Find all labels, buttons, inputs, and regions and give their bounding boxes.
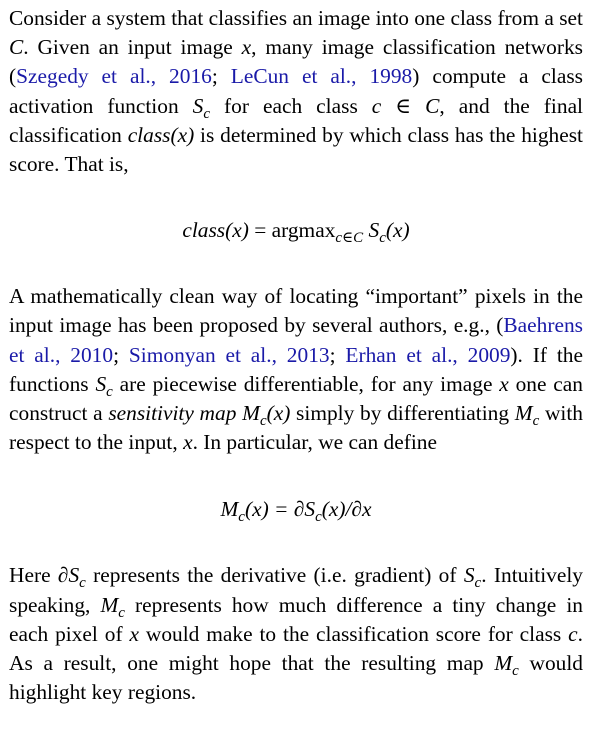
text: , many image classification networks ( xyxy=(9,35,583,89)
text: ; xyxy=(113,342,129,367)
math-argmax: = argmax xyxy=(248,218,336,243)
text: for each class xyxy=(210,93,372,118)
math-c-in-C: c ∈ C xyxy=(371,93,440,118)
math-S: S xyxy=(68,563,80,588)
citation-link-simonyan[interactable]: Simonyan et al., 2013 xyxy=(128,342,330,367)
text: . As a result, one might hope that the resulting map xyxy=(9,621,583,676)
math-subscript-c: c xyxy=(512,663,519,680)
text: would highlight key regions. xyxy=(9,651,583,705)
text: Here ∂ xyxy=(9,563,69,588)
equation-argmax xyxy=(9,179,583,282)
math-subscript-c: c xyxy=(315,509,322,526)
text: one can construct a xyxy=(9,371,583,426)
math-M: M xyxy=(514,401,533,426)
text: , and the final classification xyxy=(9,93,584,147)
math-M: M xyxy=(220,497,239,522)
math-subscript-c: c xyxy=(259,413,267,430)
text: A mathematically clean way of locating “important” pixels in the input image has been proposed by several authors, e.g., ( xyxy=(9,284,583,338)
math-c: c xyxy=(568,621,578,646)
equation-gradient xyxy=(9,457,583,561)
math-subscript-c: c xyxy=(474,575,482,592)
math-S: S xyxy=(95,371,107,396)
text: ) compute a class activation function xyxy=(9,64,583,118)
math-M: M xyxy=(242,401,260,426)
citation-link-szegedy[interactable]: Szegedy et al., 2016 xyxy=(16,64,212,89)
text: simply by differentiating xyxy=(290,401,515,426)
paper-excerpt xyxy=(9,4,583,707)
text: ; xyxy=(211,64,231,89)
math-S: S xyxy=(192,93,204,118)
text: is determined by which class has the highest score. That is, xyxy=(9,122,583,177)
math-M: M xyxy=(494,651,513,676)
math-x: x xyxy=(183,430,193,455)
paragraph-interpretation xyxy=(9,561,583,707)
math-class-x: class(x) xyxy=(182,218,249,243)
emphasis-sensitivity-map: sensitivity map xyxy=(108,401,237,426)
math-x: x xyxy=(129,621,139,646)
paragraph-sensitivity xyxy=(9,282,583,457)
text: . In particular, we can define xyxy=(192,430,437,455)
math-set-C: C xyxy=(9,35,24,60)
text: represents the derivative (i.e. gradient) of xyxy=(85,563,464,588)
text: with respect to the input, xyxy=(9,401,583,455)
text: . Given an input image xyxy=(23,35,242,60)
math-subscript-c: c xyxy=(379,230,386,247)
text: are piecewise differentiable, for any image xyxy=(112,371,500,396)
math-S: S xyxy=(463,563,475,588)
text: Consider a system that classifies an image into one class from a set xyxy=(9,6,583,30)
math-partial-S: (x) = ∂S xyxy=(244,497,316,522)
math-subscript-c: c xyxy=(118,604,125,621)
math-M: M xyxy=(100,592,119,617)
math-class-x: class(x) xyxy=(127,122,195,147)
math-x: x xyxy=(499,371,509,396)
math-subscript-c: c xyxy=(238,509,245,526)
math-subscript-c: c xyxy=(106,383,113,400)
text: would make to the classification score for class xyxy=(138,621,569,646)
text: ; xyxy=(329,342,346,367)
text: represents how much difference a tiny change in each pixel of xyxy=(9,592,583,646)
math-arg-x: (x) xyxy=(385,218,410,243)
math-subscript-c: c xyxy=(532,413,540,430)
math-arg-x: (x) xyxy=(266,401,291,426)
citation-link-lecun[interactable]: LeCun et al., 1998 xyxy=(230,64,413,89)
text: ). If the functions xyxy=(9,342,583,396)
math-subscript-c-in-C: c∈C xyxy=(335,230,364,247)
math-S: S xyxy=(363,218,380,243)
math-subscript-c: c xyxy=(79,575,86,592)
math-partial-x: (x)/∂x xyxy=(321,497,372,522)
math-subscript-c: c xyxy=(203,105,211,122)
paragraph-intro xyxy=(9,4,583,179)
citation-link-erhan[interactable]: Erhan et al., 2009 xyxy=(345,342,511,367)
math-x: x xyxy=(241,35,252,60)
text: . Intuitively speaking, xyxy=(9,563,583,617)
citation-link-baehrens[interactable]: Baehrens et al., 2010 xyxy=(9,313,583,367)
